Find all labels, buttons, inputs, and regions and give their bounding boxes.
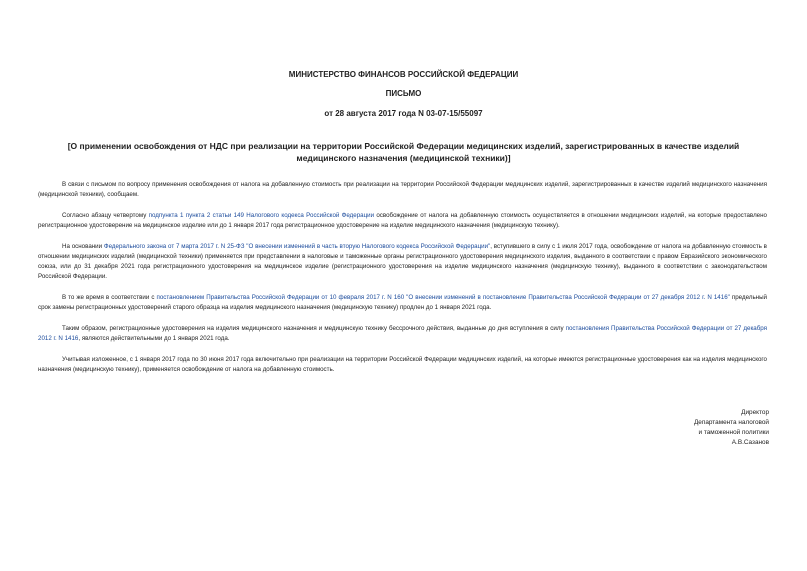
document-date: от 28 августа 2017 года N 03-07-15/55097 bbox=[324, 109, 483, 118]
tax-code-article-149-link[interactable]: подпункта 1 пункта 2 статьи 149 Налогового кодекса Российской Федерации bbox=[148, 212, 375, 219]
signature-position: Директор bbox=[741, 409, 769, 416]
paragraph-5-text-end: , являются действительными до 1 января 2021 года. bbox=[78, 335, 230, 342]
federal-law-25fz-link[interactable]: Федерального закона от 7 марта 2017 г. N 25-ФЗ "О внесении изменений в часть вторую Налогового кодекса Российской Федерации" bbox=[103, 243, 491, 250]
paragraph-2 bbox=[38, 211, 767, 231]
ministry-heading: МИНИСТЕРСТВО ФИНАНСОВ РОССИЙСКОЙ ФЕДЕРАЦИИ bbox=[288, 70, 519, 79]
letter-body bbox=[38, 180, 767, 386]
government-resolution-1416-link[interactable]: постановления Правительства Российской Федерации от 27 декабря 2012 г. N 1416 bbox=[38, 325, 768, 342]
signature-department: Департамента налоговой bbox=[693, 419, 769, 426]
paragraph-3-text-start: На основании bbox=[62, 243, 104, 250]
paragraph-1: В связи с письмом по вопросу применения освобождения от налога на добавленную стоимость при реализации на территории Российской Федерации медицинских изделий, зарегистрированных в качестве изделий медицинского назначения (медицинской техники), сообщаем. bbox=[38, 181, 767, 198]
paragraph-4 bbox=[38, 293, 767, 313]
paragraph-4-text-start: В то же время в соответствии с bbox=[62, 294, 157, 301]
paragraph-4-text-end: предельный срок замены регистрационных удостоверений старого образца на изделия медицинского назначения (медицинскую технику) продлен до 1 января 2021 года. bbox=[38, 294, 767, 311]
paragraph-2-text-end: освобождение от налога на добавленную стоимость осуществляется в отношении медицинских изделий, на которые предоставлено регистрационное удостоверение на медицинское изделие или до 1 января 2017 года регистрационное удостоверение на изделие медицинского назначения (медицинскую технику). bbox=[38, 212, 767, 229]
government-resolution-160-link[interactable]: постановлением Правительства Российской Федерации от 10 февраля 2017 г. N 160 "О внесении изменений в постановление Правительства Российской Федерации от 27 декабря 2012 г. N 1416" bbox=[156, 294, 730, 301]
paragraph-2-text-start: Согласно абзацу четвертому bbox=[62, 212, 149, 219]
signature-department-cont: и таможенной политики bbox=[698, 429, 769, 436]
paragraph-3-text-end: , вступившего в силу с 1 июля 2017 года, освобождение от налога на добавленную стоимость в отношении медицинских изделий (медицинской техники) применяется при представлении в налоговые и таможенные органы регистрационного удостоверения медицинского изделия, выданного в соответствии с правом Евразийского экономического союза, или до 31 декабря 2021 года регистрационного удостоверения на медицинское изделие (регистрационного удостоверения на изделие медицинского назначения (медицинскую технику), выданного в соответствии с законодательством Российской Федерации. bbox=[38, 243, 767, 280]
paragraph-6: Учитывая изложенное, с 1 января 2017 года по 30 июня 2017 года включительно при реализации на территории Российской Федерации медицинских изделий, на которые имеются регистрационные удостоверения как на изделия медицинского назначения (медицинскую технику), применяется освобождение от налога на добавленную стоимость. bbox=[38, 356, 767, 373]
paragraph-5-text-start: Таким образом, регистрационные удостоверения на изделия медицинского назначения и медицинскую технику бессрочного действия, выданные до дня вступления в силу bbox=[62, 325, 566, 332]
document-subject: [О применении освобождения от НДС при реализации на территории Российской Федерации медицинских изделий, зарегистрированных в качестве изделий медицинского назначения (медицинской техники)] bbox=[67, 141, 740, 163]
signature-name: А.В.Сазанов bbox=[731, 439, 769, 446]
paragraph-3 bbox=[38, 242, 767, 282]
document-type: ПИСЬМО bbox=[385, 89, 422, 98]
paragraph-5 bbox=[38, 324, 767, 344]
signature-block bbox=[694, 408, 769, 448]
